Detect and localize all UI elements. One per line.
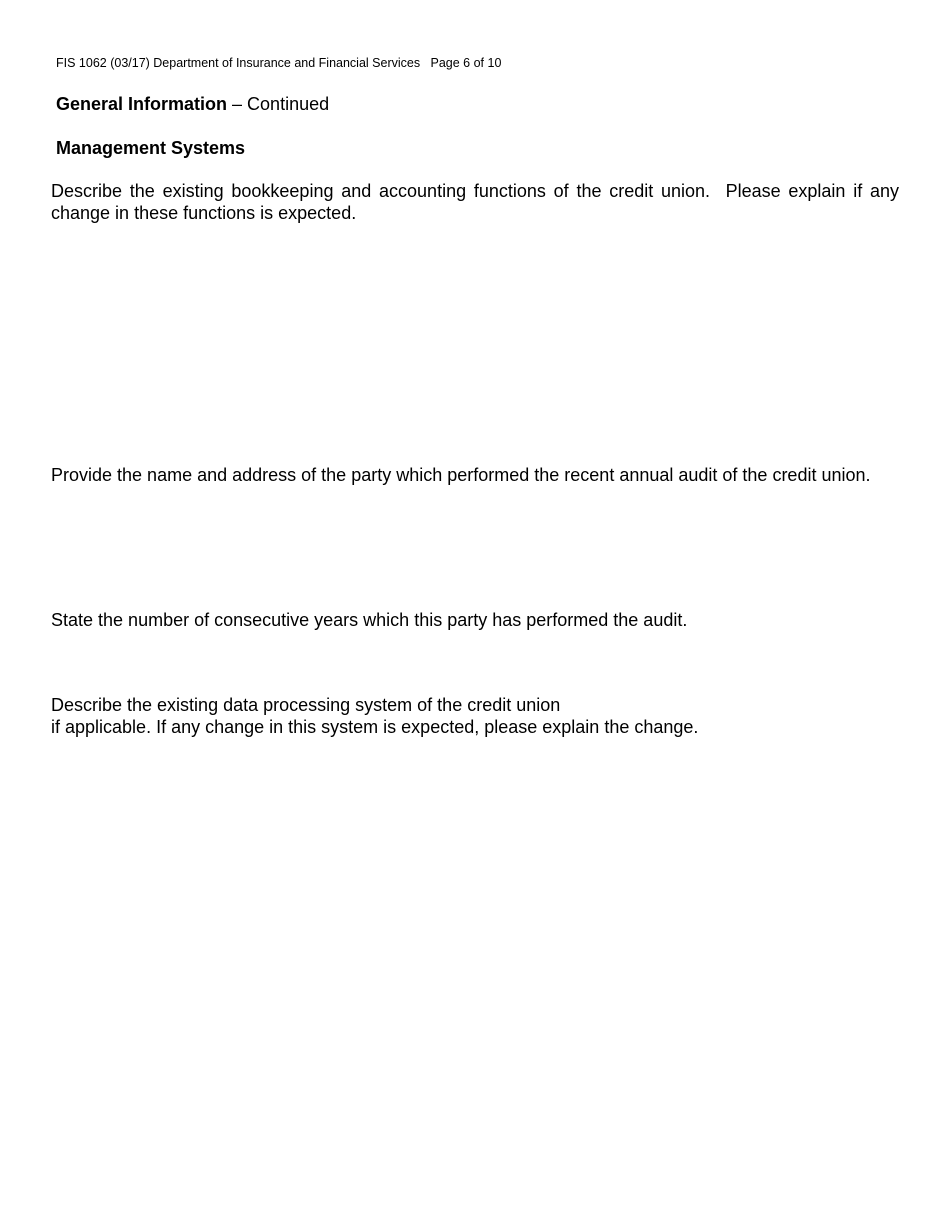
question-bookkeeping: Describe the existing bookkeeping and accounting functions of the credit union. Please explain if any change in these functions is expected. bbox=[51, 181, 905, 223]
question-audit-party: Provide the name and address of the party which performed the recent annual audit of the credit union. bbox=[51, 465, 871, 485]
question-data-processing-line-2: if applicable. If any change in this system is expected, please explain the change. bbox=[51, 717, 699, 737]
section-title bbox=[56, 93, 329, 115]
section-title-continued: – Continued bbox=[227, 94, 330, 114]
subsection-title: Management Systems bbox=[56, 138, 246, 158]
answer-area-audit-years[interactable] bbox=[51, 637, 899, 687]
question-audit-years: State the number of consecutive years which this party has performed the audit. bbox=[51, 610, 688, 630]
question-data-processing bbox=[51, 694, 899, 738]
section-title-bold: General Information bbox=[56, 94, 228, 114]
answer-area-bookkeeping[interactable] bbox=[51, 232, 899, 454]
form-header: FIS 1062 (03/17) Department of Insurance and Financial Services Page 6 of 10 bbox=[56, 56, 502, 70]
answer-area-data-processing[interactable] bbox=[51, 744, 899, 1184]
answer-area-audit-party[interactable] bbox=[51, 492, 899, 600]
question-data-processing-line-1: Describe the existing data processing system of the credit union bbox=[51, 695, 561, 715]
